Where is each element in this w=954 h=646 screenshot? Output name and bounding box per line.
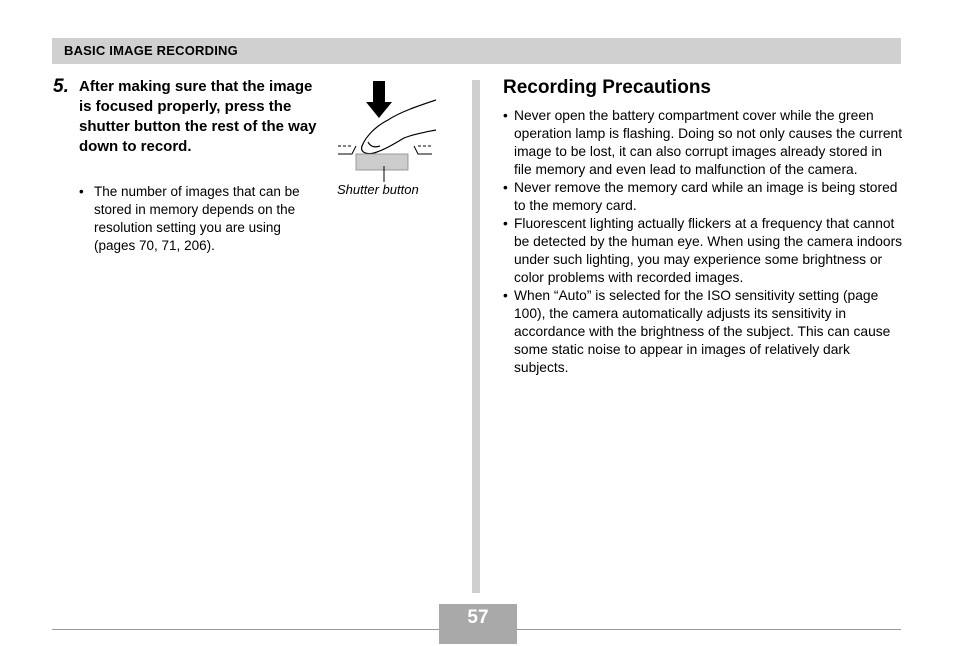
list-item: • When “Auto” is selected for the ISO sensitivity setting (page 100), the camera automatically adjusts its sensitivity in accordance with the brightness of the subject. This can cause some static noise to appear in images of relatively dark subjects. <box>503 288 891 375</box>
column-divider <box>472 80 480 593</box>
list-item: • Never open the battery compartment cover while the green operation lamp is flashing. Doing so not only causes the current image to be lost, it can also corrupt images already stored in file memory and even lead to malfunction of the camera. <box>503 108 903 177</box>
list-item: • Never remove the memory card while an image is being stored to the memory card. <box>503 180 898 213</box>
down-arrow-icon <box>366 81 392 118</box>
shutter-button-icon <box>338 146 432 182</box>
page-number: 57 <box>439 604 517 644</box>
step-note-text: The number of images that can be stored in memory depends on the resolution setting you are using (pages 70, 71, 206). <box>94 184 300 253</box>
list-item: • Fluorescent lighting actually flickers at a frequency that cannot be detected by the human eye. When using the camera indoors under such lighting, you may experience some brightness or color problems with recorded images. <box>503 216 903 285</box>
section-header-title: BASIC IMAGE RECORDING <box>64 43 238 58</box>
note-bullet: • <box>79 184 84 199</box>
step-number: 5. <box>53 76 69 97</box>
shutter-illustration <box>336 76 436 184</box>
section-header-bar <box>52 38 901 64</box>
precautions-list <box>503 107 903 377</box>
step-instruction: After making sure that the image is focused properly, press the shutter button the rest of the way down to record. <box>79 78 317 155</box>
precautions-title: Recording Precautions <box>503 77 711 98</box>
illustration-caption: Shutter button <box>337 182 419 197</box>
step-note <box>79 183 324 255</box>
